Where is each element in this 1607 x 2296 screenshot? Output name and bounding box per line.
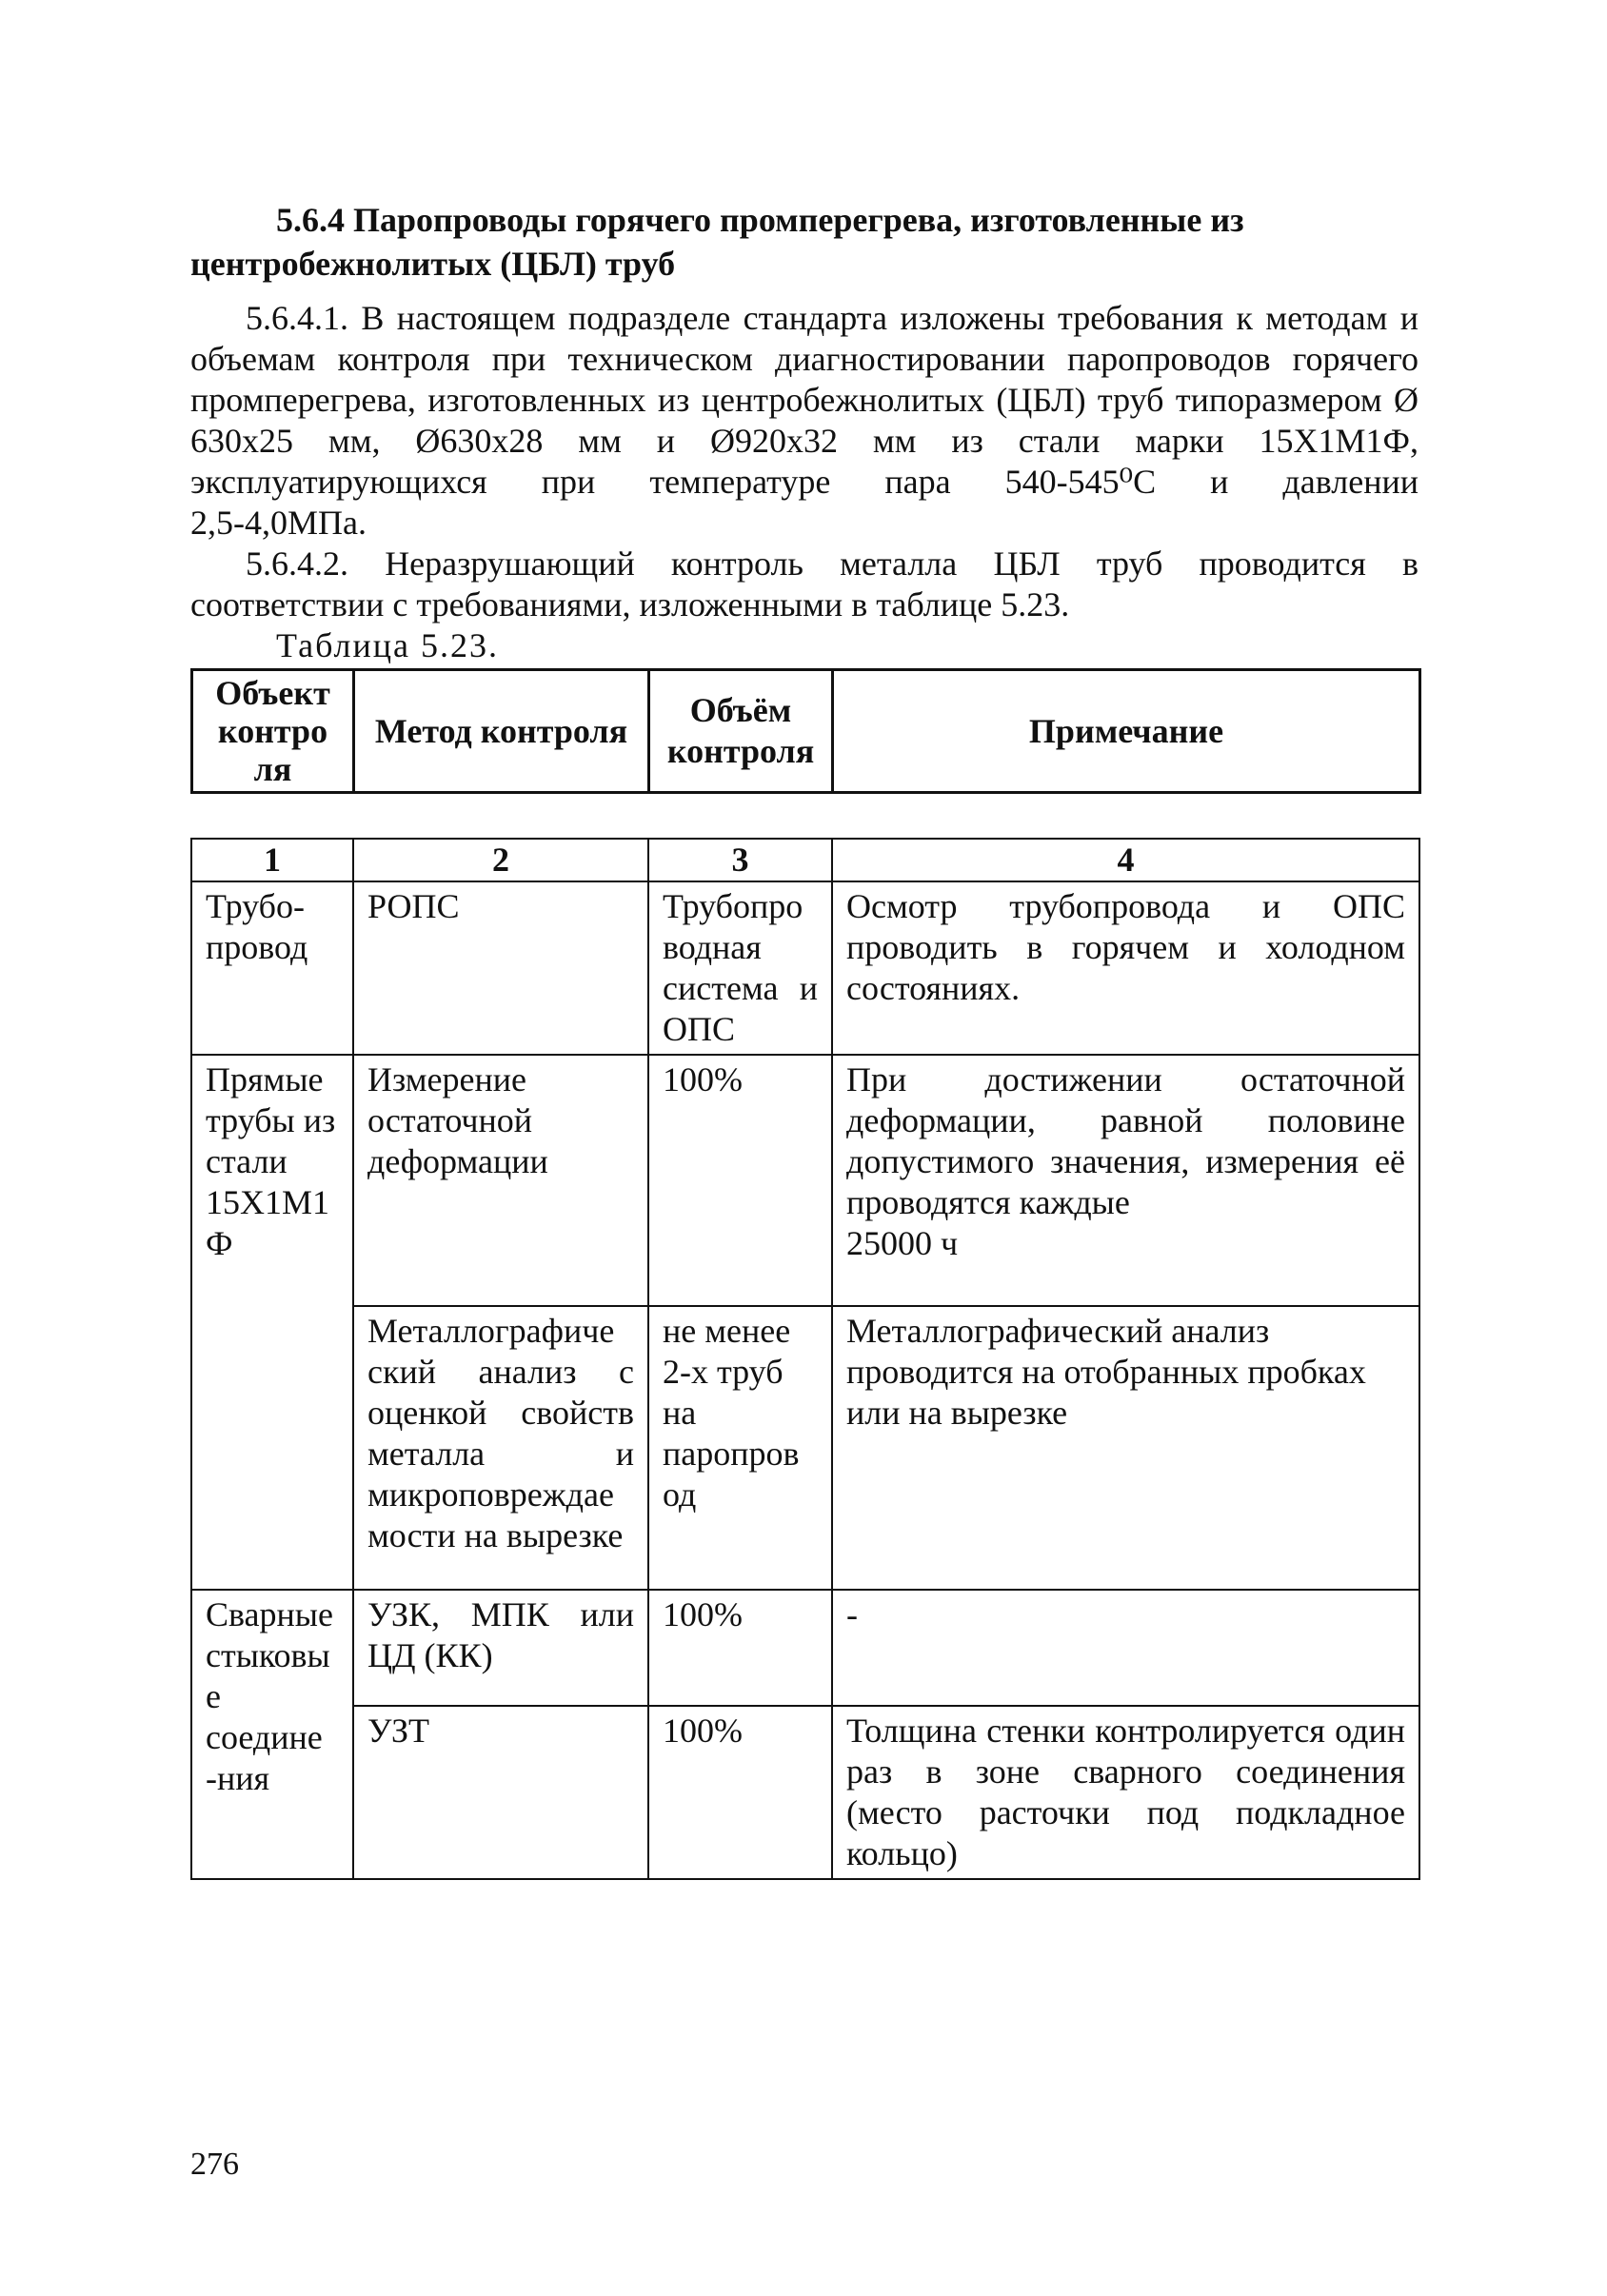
note-text: При достижении остаточной деформации, равной половине допустимого значения, измерения её проводятся каждые — [846, 1060, 1405, 1221]
method-cell: РОПС — [353, 881, 648, 1055]
method-cell: Металлографиче ский анализ с оценкой свойств металла и микроповреждае мости на вырезке — [353, 1306, 648, 1590]
column-number: 4 — [832, 839, 1419, 881]
header-note: Примечание — [833, 670, 1420, 793]
method-cell: УЗТ — [353, 1706, 648, 1879]
heading-line-1: 5.6.4 Паропроводы горячего промперегрева, изготовленные из — [276, 201, 1244, 239]
section-heading — [190, 198, 1419, 286]
header-volume: Объём контроля — [649, 670, 833, 793]
paragraph-5-6-4-2-body: 5.6.4.2. Неразрушающий контроль металла ЦБЛ труб проводится в — [246, 544, 1419, 583]
column-number: 2 — [353, 839, 648, 881]
note-interval: 25000 ч — [846, 1224, 959, 1262]
object-cell: Трубо-провод — [191, 881, 353, 1055]
note-cell: - — [832, 1590, 1419, 1706]
heading-line-2: центробежнолитых (ЦБЛ) труб — [190, 245, 676, 283]
paragraph-5-6-4-2-last-line: соответствии с требованиями, изложенными в таблице 5.23. — [190, 585, 1070, 623]
note-cell: Металлографический анализ проводится на отобранных пробках или на вырезке — [832, 1306, 1419, 1590]
note-cell: Осмотр трубопровода и ОПС проводить в горячем и холодном состояниях. — [832, 881, 1419, 1055]
table-row — [191, 1706, 1419, 1879]
column-number: 1 — [191, 839, 353, 881]
paragraph-5-6-4-1 — [190, 298, 1419, 544]
header-method: Метод контроля — [354, 670, 649, 793]
volume-cell: 100% — [648, 1055, 832, 1306]
volume-cell: 100% — [648, 1590, 832, 1706]
table-row — [191, 881, 1419, 1055]
volume-cell: не менее 2-х труб на паропров од — [648, 1306, 832, 1590]
table-row — [191, 1590, 1419, 1706]
column-number: 3 — [648, 839, 832, 881]
table-row — [191, 1055, 1419, 1306]
method-cell: Измерение остаточной деформации — [353, 1055, 648, 1306]
note-cell: Толщина стенки контролируется один раз в зоне сварного соединения (место расточки под подкладное кольцо) — [832, 1706, 1419, 1879]
page-number: 276 — [190, 2147, 239, 2182]
paragraph-5-6-4-1-body: 5.6.4.1. В настоящем подразделе стандарта изложены требования к методам и объемам контроля при техническом диагностировании паропроводов горячего промперегрева, изготовленных из центробежнолитых (ЦБЛ) труб типоразмером Ø 630х25 мм, Ø630х28 мм и Ø920х32 мм из стали марки 15Х1М1Ф, эксплуатирующихся при температуре пара 540-545⁰С и давлении — [190, 299, 1419, 501]
table-header — [190, 668, 1421, 794]
control-table — [190, 838, 1420, 1880]
paragraph-5-6-4-2 — [190, 544, 1419, 625]
note-cell — [832, 1055, 1419, 1306]
object-cell: Сварные стыковы е соедине -ния — [191, 1590, 353, 1879]
table-caption: Таблица 5.23. — [276, 626, 499, 664]
volume-cell: 100% — [648, 1706, 832, 1879]
volume-cell: Трубопро водная система и ОПС — [648, 881, 832, 1055]
header-object: Объект контро ля — [192, 670, 354, 793]
object-cell: Прямые трубы из стали 15Х1М1 Ф — [191, 1055, 353, 1590]
method-cell: УЗК, МПК или ЦД (КК) — [353, 1590, 648, 1706]
paragraph-5-6-4-1-last-line: 2,5-4,0МПа. — [190, 504, 367, 542]
table-row — [191, 1306, 1419, 1590]
column-number-row — [191, 839, 1419, 881]
